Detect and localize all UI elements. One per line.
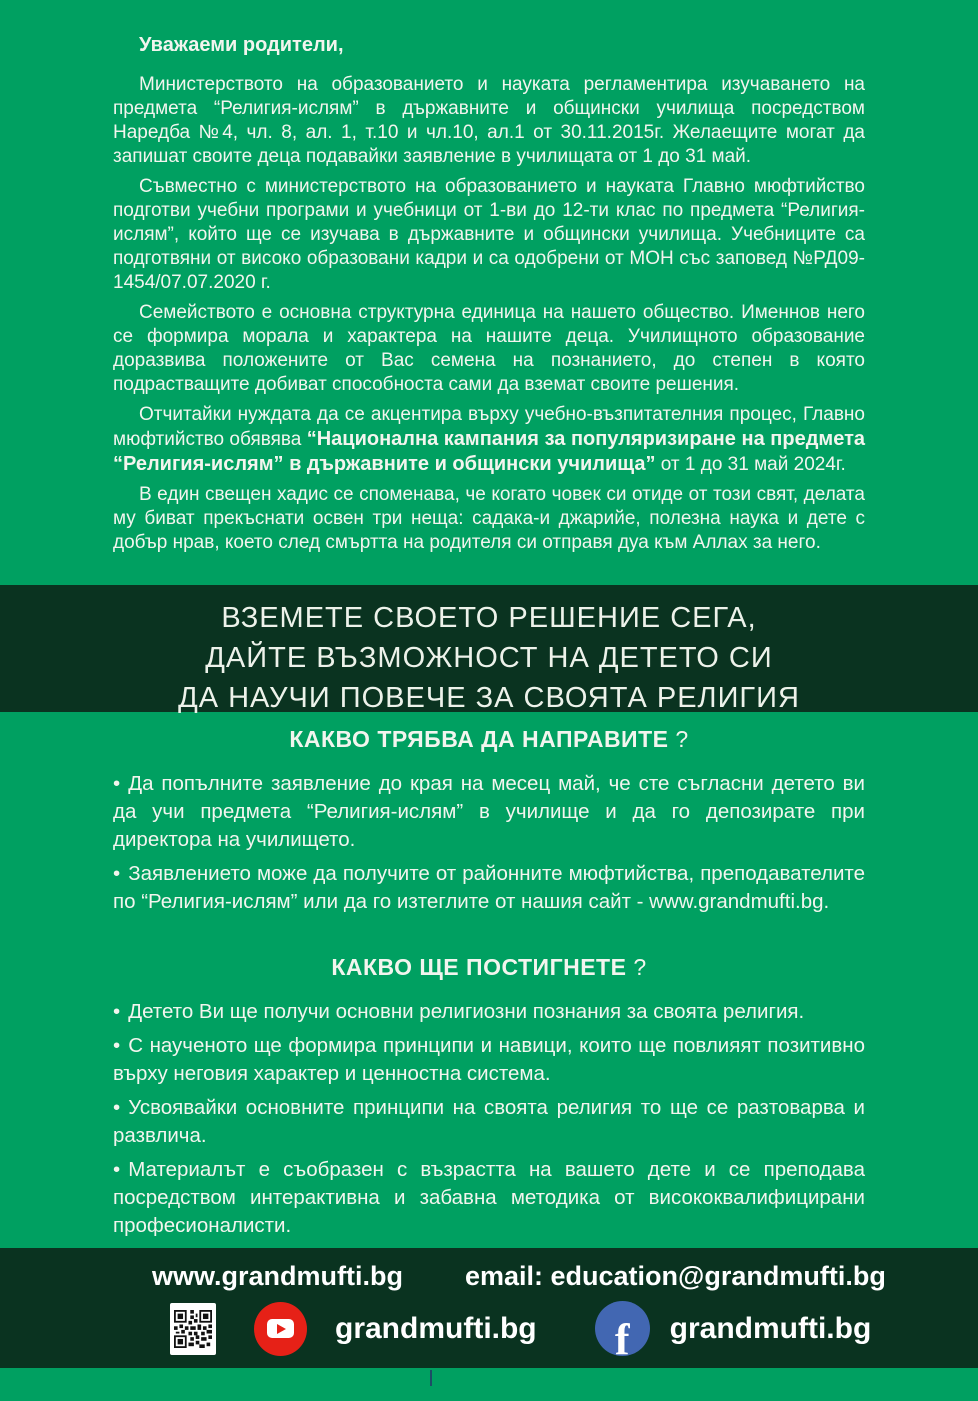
- bullet-dot: •: [113, 1034, 121, 1057]
- outcomes-bullet-2-text: С наученото ще формира принципи и навици, които ще повлияят позитивно върху неговия характер и ценностна система.: [113, 1034, 865, 1085]
- todo-bullet-1: [113, 770, 865, 854]
- outcomes-bullet-3-text: Усвоявайки основните принципи на своята религия то ще се разтоварва и развлича.: [113, 1096, 865, 1147]
- print-artifact-mark: [430, 1370, 432, 1386]
- bullet-dot: •: [113, 862, 121, 885]
- facebook-handle[interactable]: grandmufti.bg: [669, 1311, 872, 1345]
- outcomes-bullet-4: [113, 1156, 865, 1240]
- website-link[interactable]: www.grandmufti.bg: [152, 1261, 403, 1291]
- todo-bullet-2: [113, 860, 865, 916]
- email-link[interactable]: email: education@grandmufti.bg: [464, 1261, 886, 1291]
- outcomes-heading-text: КАКВО ЩЕ ПОСТИГНЕТЕ: [331, 954, 627, 980]
- outcomes-bullet-1-text: Детето Ви ще получи основни религиозни познания за своята религия.: [128, 1000, 805, 1023]
- todo-heading-text: КАКВО ТРЯБВА ДА НАПРАВИТЕ: [289, 726, 669, 752]
- bullet-dot: •: [113, 1158, 121, 1181]
- campaign-bold-text: “Национална кампания за популяризиране на предмета “Религия-ислям” в държавните и общински училища”: [113, 428, 865, 475]
- outcomes-bullet-4-text: Материалът е съобразен с възрастта на вашето дете и се преподава посредством интерактивна и забавна методика от висококвалифицирани професионалисти.: [113, 1158, 865, 1237]
- instructions-section: [0, 712, 978, 1248]
- outcomes-bullet-2: [113, 1032, 865, 1088]
- paragraph-campaign: [113, 403, 865, 477]
- banner-line-3: ДА НАУЧИ ПОВЕЧЕ ЗА СВОЯТА РЕЛИГИЯ: [178, 682, 800, 714]
- outcomes-bullet-5: [113, 1246, 865, 1248]
- intro-section: [0, 0, 978, 585]
- campaign-post-text: от 1 до 31 май 2024г.: [655, 454, 846, 475]
- bullet-dot: •: [113, 772, 121, 795]
- paragraph-ministry-regulation: Министерството на образованието и науката регламентира изучаването на предмета “Религия-ислям” в държавните и общински училища посредством Наредба №4, чл. 8, ал. 1, т.10 и чл.10, ал.1 от 30.11.2015г. Желаещите могат да запишат своите деца подавайки заявление в училищата от 1 до 31 май.: [113, 74, 865, 167]
- facebook-f-glyph: f: [614, 1315, 630, 1356]
- bullet-dot: •: [113, 1096, 121, 1119]
- todo-heading-qmark: ?: [675, 726, 689, 752]
- banner-line-2: ДАЙТЕ ВЪЗМОЖНОСТ НА ДЕТЕТО СИ: [205, 642, 773, 674]
- banner-line-1: ВЗЕМЕТЕ СВОЕТО РЕШЕНИЕ СЕГА,: [221, 602, 757, 634]
- facebook-icon[interactable]: [595, 1301, 650, 1356]
- todo-bullet-2-text: Заявлението може да получите от районните мюфтийства, преподавателите по “Религия-ислям” или да го изтеглите от нашия сайт - www.grandmufti.bg.: [113, 862, 865, 913]
- youtube-play-triangle-icon: [277, 1324, 286, 1334]
- paragraph-textbooks: Съвместно с министерството на образованието и науката Главно мюфтийство подготви учебни програми и учебници от 1-ви до 12-ти клас по предмета “Религия-ислям”, който ще се изучава в държавните и общински училища. Учебниците са подготвяни от високо образовани кадри и са одобрени от МОН със заповед №РД09-1454/07.07.2020 г.: [113, 176, 865, 293]
- outcomes-heading-qmark: ?: [633, 954, 647, 980]
- youtube-handle[interactable]: grandmufti.bg: [335, 1311, 537, 1345]
- contact-footer: [0, 1248, 978, 1368]
- qr-code-icon[interactable]: [170, 1303, 216, 1355]
- todo-bullet-1-text: Да попълните заявление до края на месец май, че сте съгласни детето ви да учи предмета “Религия-ислям” в училище и да го депозирате при директора на училището.: [113, 772, 865, 851]
- todo-heading: [113, 726, 865, 753]
- paragraph-family: Семейството е основна структурна единица на нашето общество. Именнов него се формира морала и характера на нашите деца. Училищното образование доразвива положените от Вас семена на познанието, до степен в която подрастващите добиват способноста сами да вземат своите решения.: [113, 302, 865, 395]
- footer-links-row: [152, 1261, 978, 1292]
- salutation: Уважаеми родители,: [139, 34, 344, 56]
- youtube-icon[interactable]: [254, 1302, 307, 1356]
- bullet-dot: •: [113, 1000, 121, 1023]
- bottom-strip: [0, 1368, 978, 1401]
- outcomes-bullet-1: [113, 998, 865, 1026]
- footer-social-row: [152, 1301, 978, 1356]
- paragraph-hadith: В един свещен хадис се споменава, че когато човек си отиде от този свят, делата му биват прекъснати освен три неща: садака-и джарийе, полезна наука и дете с добър нрав, което след смъртта на родителя си отправя дуа към Аллах за него.: [113, 484, 865, 553]
- youtube-play-button: [267, 1319, 294, 1338]
- campaign-pre-text: Отчитайки нуждата да се акцентира върху учебно-възпитателния процес, Главно мюфтийство обявява: [113, 404, 865, 450]
- outcomes-heading: [113, 954, 865, 981]
- decision-banner: [0, 585, 978, 712]
- outcomes-bullet-3: [113, 1094, 865, 1150]
